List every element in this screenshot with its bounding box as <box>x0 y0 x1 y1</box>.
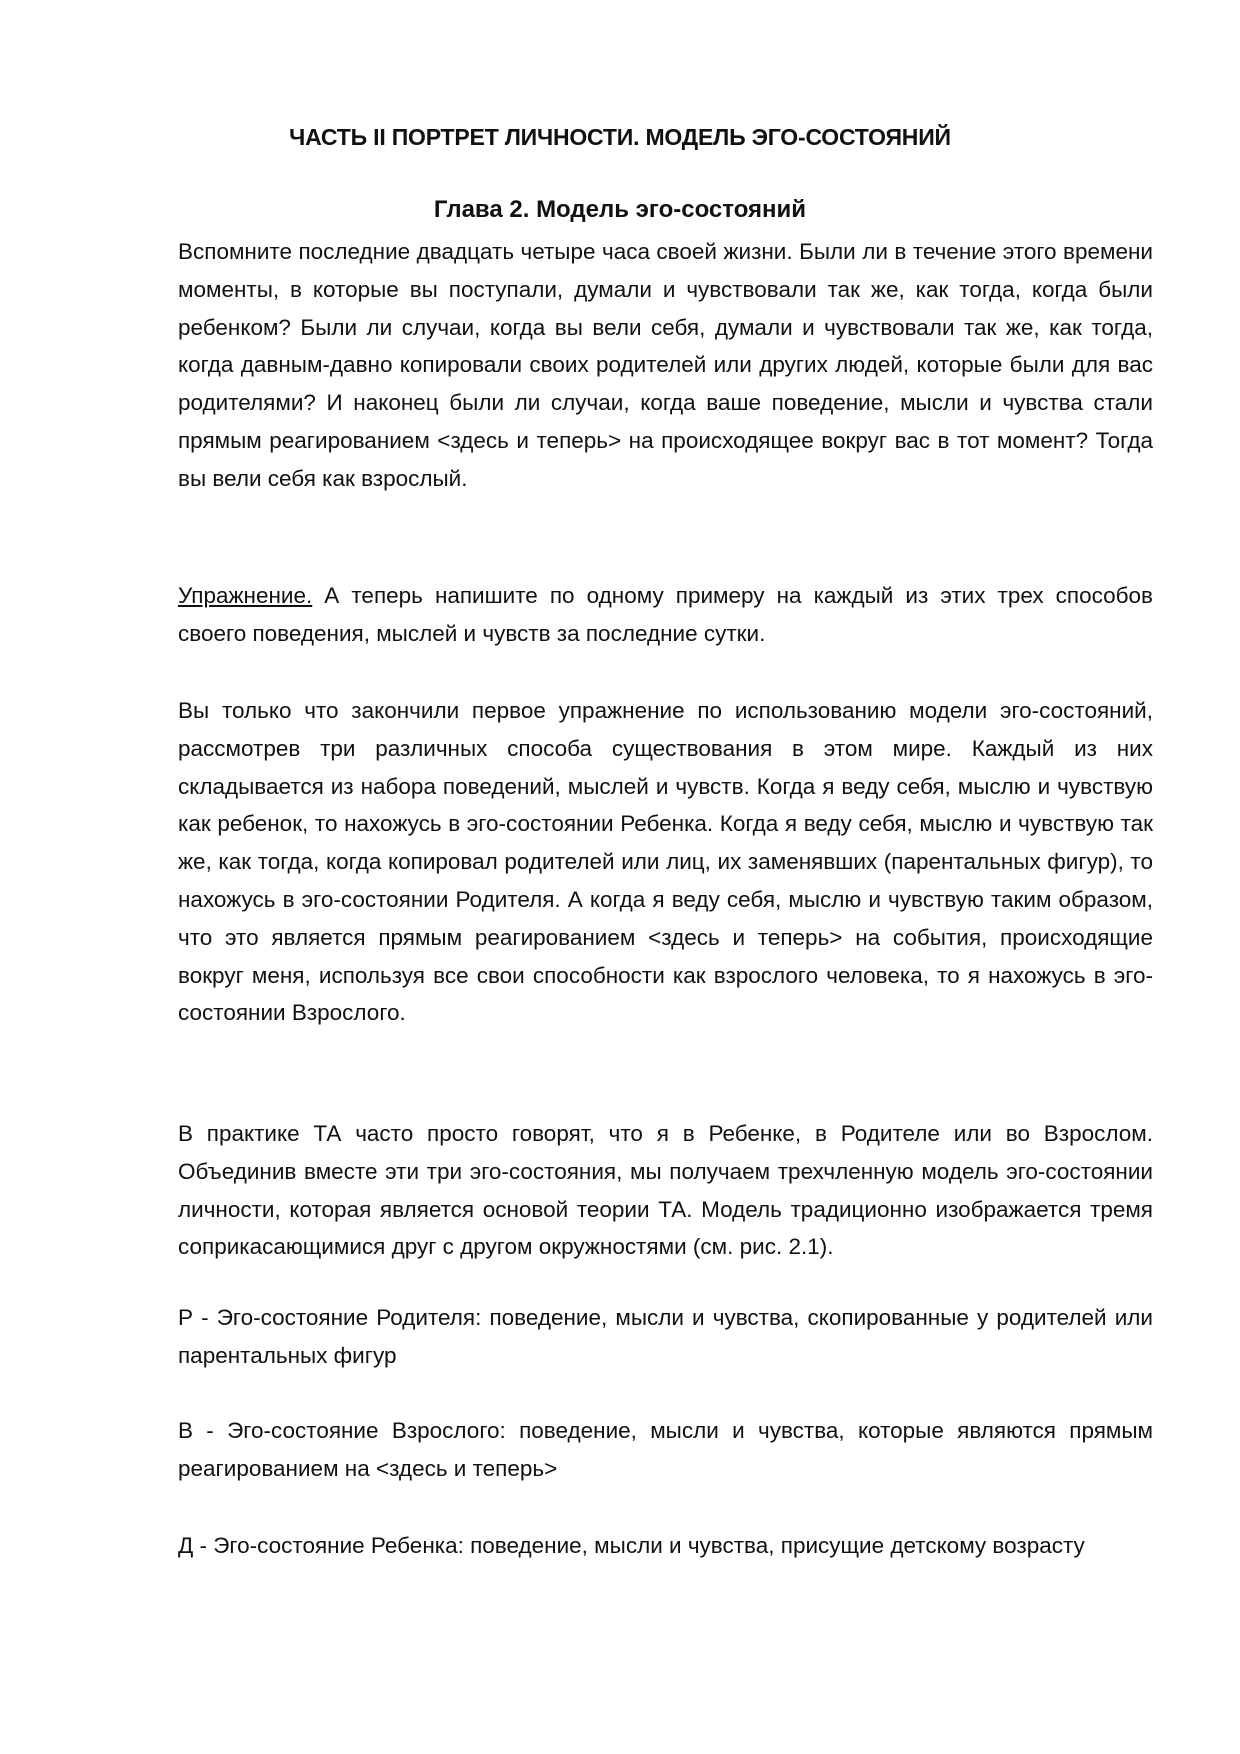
definition-child <box>178 1527 1153 1565</box>
part-title: ЧАСТЬ II ПОРТРЕТ ЛИЧНОСТИ. МОДЕЛЬ ЭГО-СОСТОЯНИЙ <box>289 124 951 150</box>
intro-paragraph <box>178 233 1153 498</box>
exercise-label: Упражнение. <box>178 583 313 608</box>
exercise-text: А теперь напишите по одному примеру на каждый из этих трех способов своего поведения, мыслей и чувств за последние сутки. <box>178 583 1153 646</box>
definition-adult-text: В - Эго-состояние Взрослого: поведение, мысли и чувства, которые являются прямым реагированием на <здесь и теперь> <box>178 1418 1153 1481</box>
chapter-title: Глава 2. Модель эго-состояний <box>433 196 807 223</box>
explanation-paragraph <box>178 692 1153 1032</box>
definition-child-text: Д - Эго-состояние Ребенка: поведение, мысли и чувства, присущие детскому возрасту <box>178 1533 1085 1558</box>
definition-adult <box>178 1412 1153 1488</box>
model-paragraph-text: В практике ТА часто просто говорят, что я в Ребенке, в Родителе или во Взрослом. Объединив вместе эти три эго-состояния, мы получаем трехчленную модель эго-состоянии личности, которая является основой теории ТА. Модель традиционно изображается тремя соприкасающимися друг с другом окружностями (см. рис. 2.1). <box>178 1121 1153 1260</box>
definition-parent-text: Р - Эго-состояние Родителя: поведение, мысли и чувства, скопированные у родителей или парентальных фигур <box>178 1305 1153 1368</box>
definition-parent <box>178 1299 1153 1375</box>
exercise-paragraph <box>178 577 1153 653</box>
explanation-paragraph-text: Вы только что закончили первое упражнение по использованию модели эго-состояний, рассмотрев три различных способа существования в этом мире. Каждый из них складывается из набора поведений, мыслей и чувств. Когда я веду себя, мыслю и чувствую как ребенок, то нахожусь в эго-состоянии Ребенка. Когда я веду себя, мыслю и чувствую так же, как тогда, когда копировал родителей или лиц, их заменявших (парентальных фигур), то нахожусь в эго-состоянии Родителя. А когда я веду себя, мыслю и чувствую таким образом, что это является прямым реагированием <здесь и теперь> на события, происходящие вокруг меня, используя все свои способности как взрослого человека, то я нахожусь в эго-состоянии Взрослого. <box>178 698 1153 1026</box>
model-paragraph <box>178 1115 1153 1266</box>
intro-paragraph-text: Вспомните последние двадцать четыре часа своей жизни. Были ли в течение этого времени моменты, в которые вы поступали, думали и чувствовали так же, как тогда, когда были ребенком? Были ли случаи, когда вы вели себя, думали и чувствовали так же, как тогда, когда давным-давно копировали своих родителей или других людей, которые были для вас родителями? И наконец были ли случаи, когда ваше поведение, мысли и чувства стали прямым реагированием <здесь и теперь> на происходящее вокруг вас в тот момент? Тогда вы вели себя как взрослый. <box>178 239 1153 491</box>
